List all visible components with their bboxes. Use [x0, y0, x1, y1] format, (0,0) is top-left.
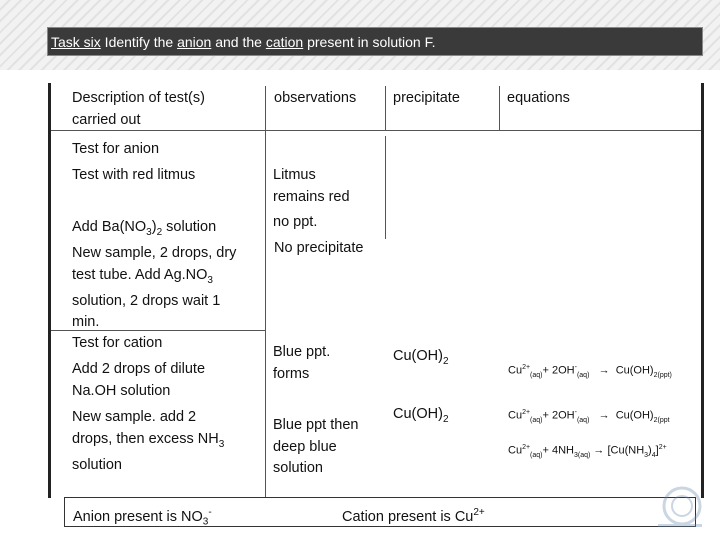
column-divider-2: [385, 86, 386, 130]
naoh-test: Add 2 drops of dilute Na.OH solution: [72, 361, 206, 399]
column-divider-3: [499, 86, 500, 130]
ammonia-test: New sample. add 2 drops, then excess $NH_3$ solution: [72, 409, 225, 473]
column-divider-2b: [385, 136, 386, 239]
barium-nitrate-observation: no ppt.: [273, 214, 318, 230]
cation-section-title: Test for cation: [72, 335, 163, 351]
header-precipitate: precipitate: [393, 90, 460, 106]
cation-conclusion: Cation present is $Cu^{2+}$: [342, 507, 485, 525]
anion-section-title: Test for anion: [72, 141, 160, 157]
reaction-arrow: →: [598, 409, 610, 422]
header-description: Description of test(s) carried out: [72, 90, 205, 128]
equation-3: $Cu^{2+}_{(aq)}+ 4NH_{3(aq)} \to [Cu(NH_3)_4]^{2+}$: [508, 444, 667, 459]
reaction-arrow: →: [598, 364, 610, 377]
column-divider-1: [265, 86, 266, 498]
anion-conclusion: Anion present is $NO_3^-$: [73, 507, 212, 528]
reaction-arrow: →: [593, 444, 605, 457]
silver-nitrate-test: New sample, 2 drops, dry test tube. Add $Ag.NO_3$ solution, 2 drops wait 1 min.: [72, 245, 237, 331]
silver-nitrate-observation: No precipitate: [274, 240, 364, 256]
equation-1: $Cu^{2+}_{(aq)}+ 2OH^-_{(aq)}$ → $Cu(OH)_{2(ppt)}$: [508, 364, 672, 379]
ammonia-observation: Blue ppt then deep blue solution: [273, 417, 359, 476]
anion-word: anion: [177, 34, 212, 50]
watermark-logo-icon: [652, 484, 708, 534]
equation-2: $Cu^{2+}_{(aq)}+ 2OH^-_{(aq)}$ → $Cu(OH)_{2(ppt}$: [508, 409, 670, 424]
litmus-test: Test with red litmus: [72, 167, 196, 183]
header-observations: observations: [274, 90, 357, 106]
litmus-observation: Litmus remains red: [273, 167, 350, 205]
ammonia-precipitate: $Cu(OH)_2$: [393, 406, 449, 425]
naoh-precipitate: $Cu(OH)_2$: [393, 348, 449, 367]
task-label: Task six: [51, 34, 101, 50]
cation-word: cation: [265, 34, 304, 50]
header-equations: equations: [507, 90, 570, 106]
naoh-observation: Blue ppt. forms: [273, 344, 331, 382]
task-title: Task six Identify the anion and the cation present in solution F.: [47, 27, 703, 56]
barium-nitrate-test: Add $Ba(NO_3)_2$ solution: [72, 219, 217, 238]
